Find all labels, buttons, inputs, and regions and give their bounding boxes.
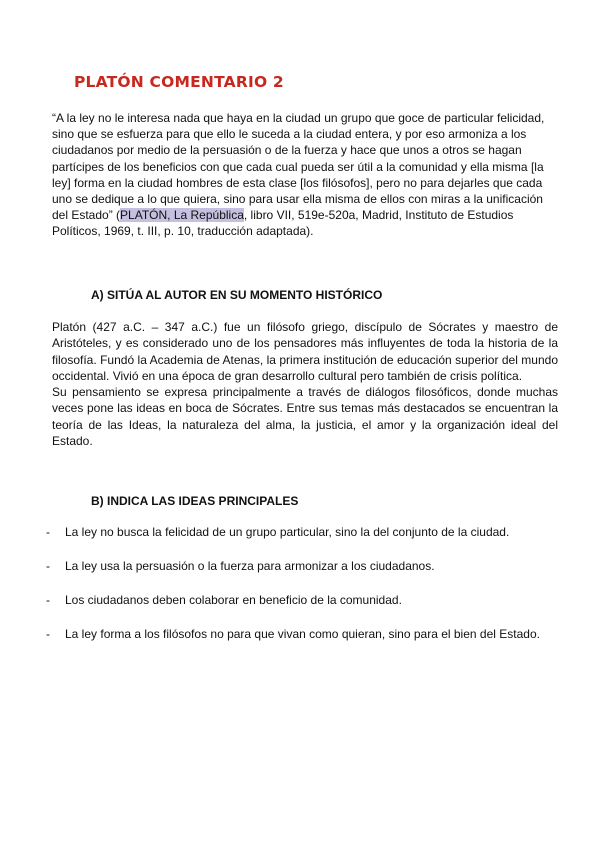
list-item xyxy=(46,559,566,575)
quote-citation: , libro VII, 519e-520a, Madrid, Instituto de Estudios Políticos, 1969, t. III, p. 10, traducción adaptada). xyxy=(52,208,514,239)
bullet-dash: - xyxy=(46,525,50,539)
bullet-dash: - xyxy=(46,593,50,607)
section-a-heading: A) SITÚA AL AUTOR EN SU MOMENTO HISTÓRICO xyxy=(91,288,383,302)
document-title: PLATÓN COMENTARIO 2 xyxy=(74,73,284,91)
idea-text: La ley usa la persuasión o la fuerza para armonizar a los ciudadanos. xyxy=(65,559,435,573)
list-item xyxy=(46,627,566,643)
quote-text: “A la ley no le interesa nada que haya en la ciudad un grupo que goce de particular felicidad, sino que se esfuerza para que ello le suceda a la ciudad entera, y por eso armoniza a los ciudadanos por medio de la persuasión o de la fuerza y hace que unos a otros se hagan partícipes de los beneficios con que cada cual pueda ser útil a la comunidad y ella misma [la ley] forma en la ciudad hombres de esta clase [los filósofos], pero no para dejarles que cada uno se dedique a lo que quiera, sino para usar ella misma de ellos con miras a la unificación del Estado” ( xyxy=(52,111,545,223)
section-b-heading: B) INDICA LAS IDEAS PRINCIPALES xyxy=(91,494,299,508)
idea-text: La ley forma a los filósofos no para que vivan como quieran, sino para el bien del Estado. xyxy=(65,627,540,641)
main-ideas-list xyxy=(46,525,566,661)
section-a-body xyxy=(52,319,558,449)
section-a-paragraph-1: Platón (427 a.C. – 347 a.C.) fue un filósofo griego, discípulo de Sócrates y maestro de Aristóteles, y es considerado uno de los pensadores más influyentes de toda la historia de la filosofía. Fundó la Academia de Atenas, la primera institución de educación superior del mundo occidental. Vivió en una época de gran desarrollo cultural pero también de crisis política. xyxy=(52,320,558,383)
bullet-dash: - xyxy=(46,627,50,641)
section-a-paragraph-2: Su pensamiento se expresa principalmente a través de diálogos filosóficos, donde muchas veces pone las ideas en boca de Sócrates. Entre sus temas más destacados se encuentran la teoría de las Ideas, la naturaleza del alma, la justicia, el amor y la organización ideal del Estado. xyxy=(52,385,558,449)
bullet-dash: - xyxy=(46,559,50,573)
idea-text: La ley no busca la felicidad de un grupo particular, sino la del conjunto de la ciudad. xyxy=(65,525,510,539)
list-item xyxy=(46,593,566,609)
plato-quote xyxy=(52,110,556,240)
quote-source-highlight: PLATÓN, La República xyxy=(120,208,244,223)
idea-text: Los ciudadanos deben colaborar en beneficio de la comunidad. xyxy=(65,593,402,607)
list-item xyxy=(46,525,566,541)
